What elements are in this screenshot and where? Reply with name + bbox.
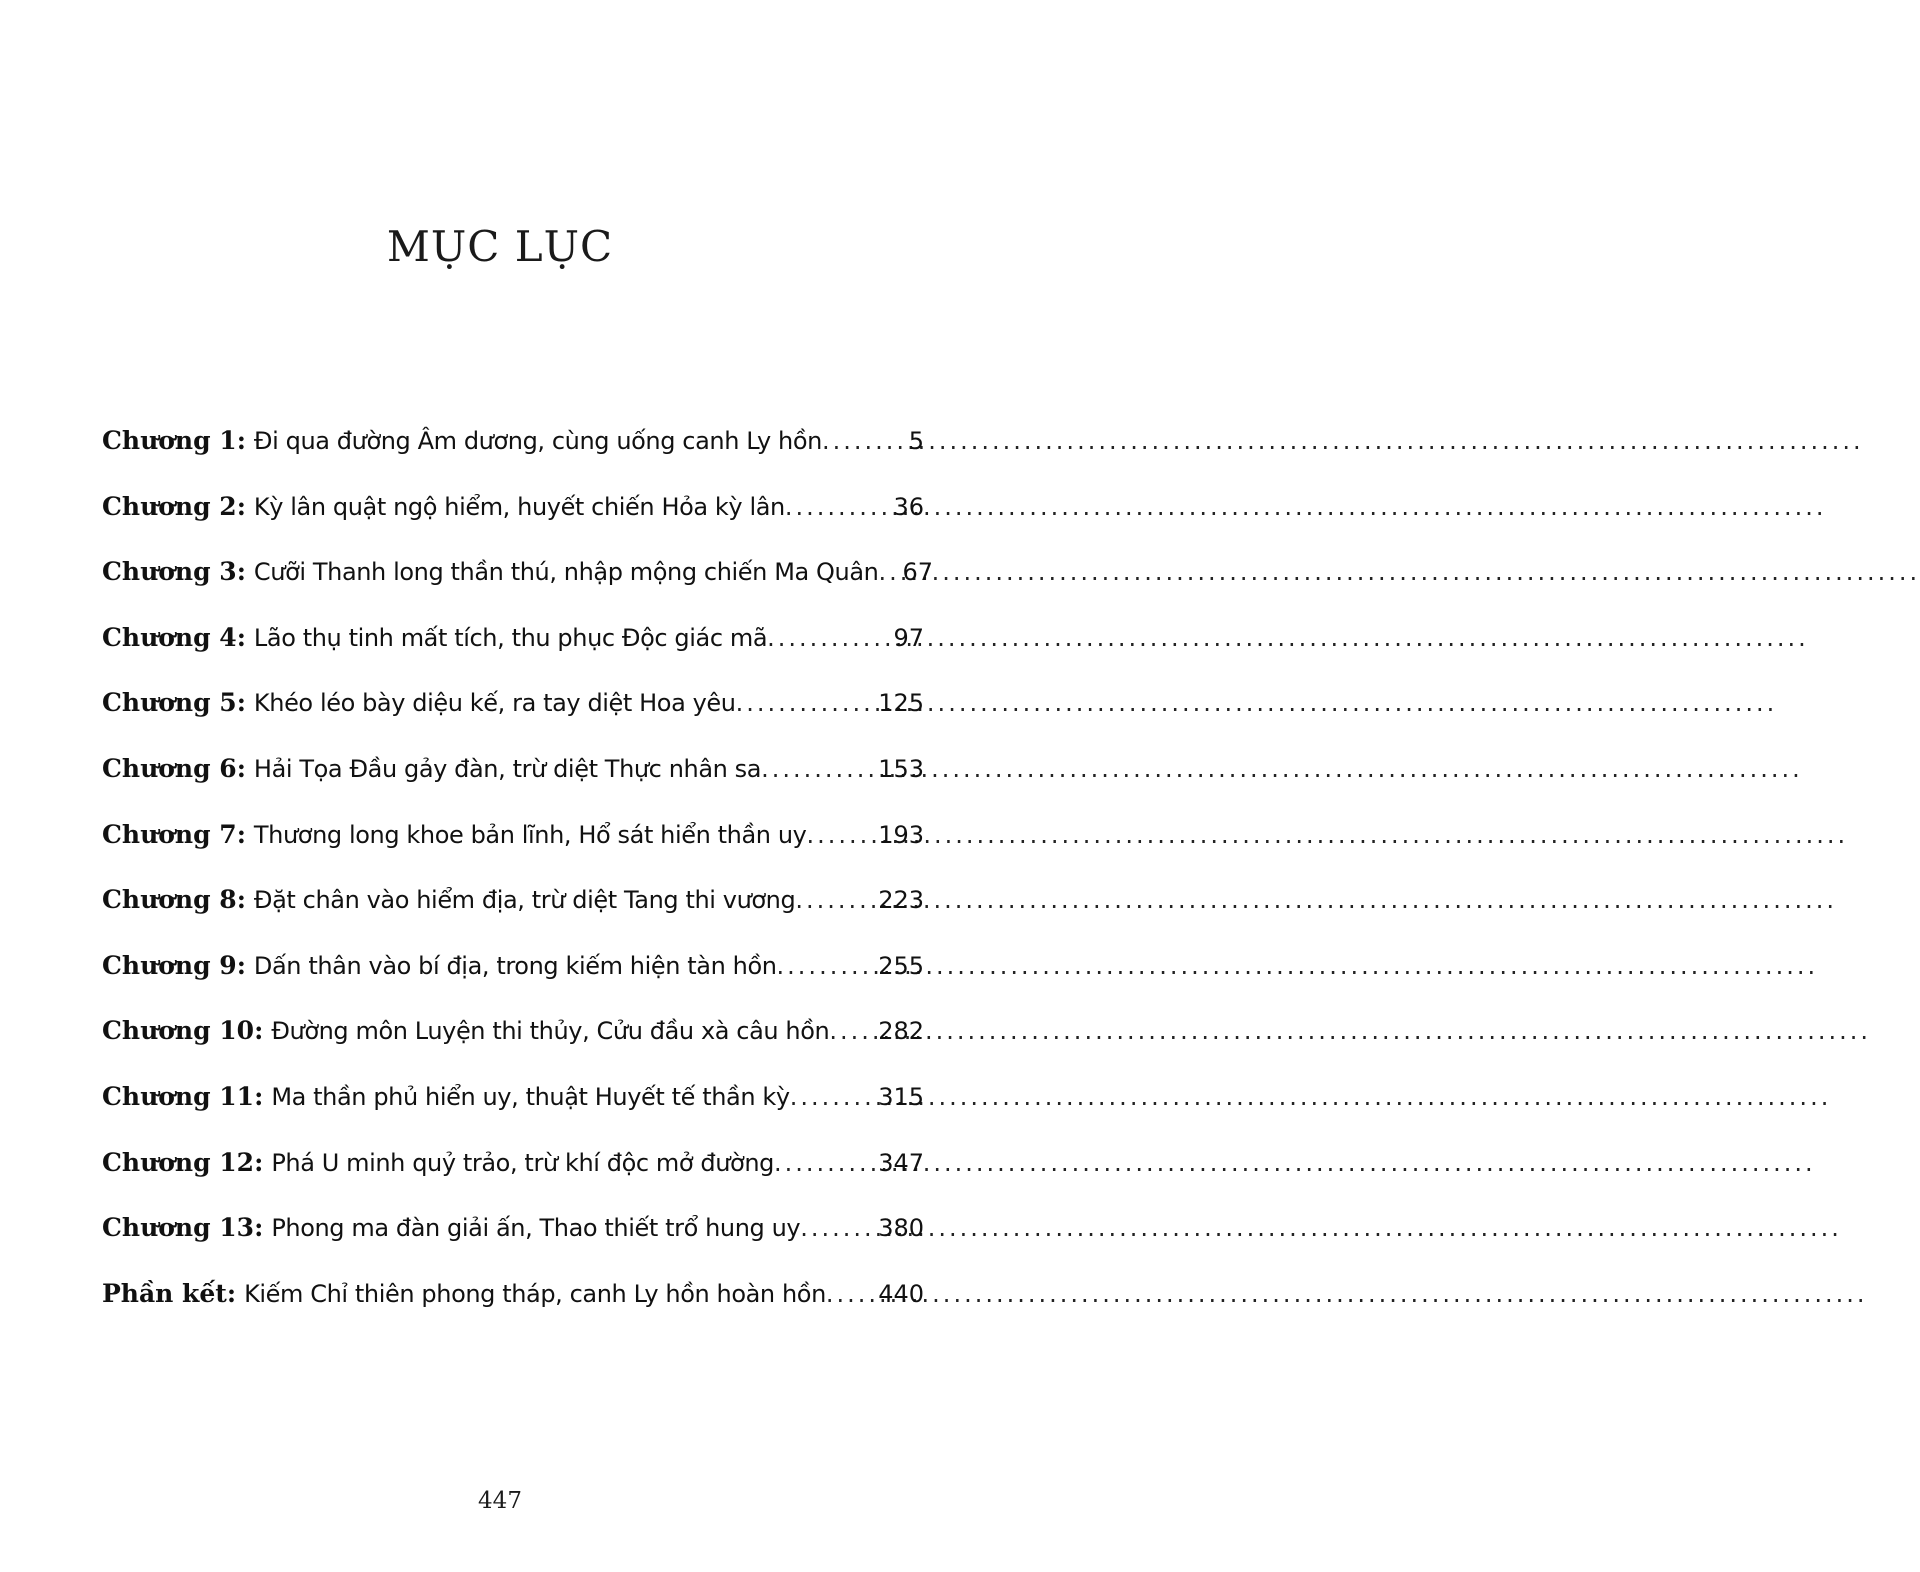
toc-entry-separator: : [236, 885, 246, 915]
toc-entry-title: Kiếm Chỉ thiên phong tháp, canh Ly hồn hoàn hồn [244, 1279, 826, 1308]
toc-entry[interactable] [102, 1138, 924, 1204]
toc-entry-page: 153 [878, 754, 924, 783]
toc-entry-label: Chương 4 [102, 622, 237, 652]
toc-entry-separator: : [226, 1278, 237, 1308]
toc-entry-label: Chương 2 [102, 491, 237, 521]
toc-entry[interactable] [102, 1072, 924, 1138]
toc-entry-label: Chương 10 [102, 1016, 255, 1046]
toc-entry[interactable] [102, 1006, 924, 1072]
toc-entry[interactable] [102, 941, 924, 1007]
toc-entry-separator: : [236, 950, 246, 980]
toc-entry-title: Đường môn Luyện thi thủy, Cửu đầu xà câu hồn [271, 1017, 830, 1046]
toc-entry-label: Chương 11 [102, 1081, 255, 1111]
toc-entry[interactable] [102, 1269, 924, 1335]
toc-dot-leader [878, 547, 898, 597]
toc-entry-page: 36 [893, 492, 924, 521]
toc-entry[interactable] [102, 678, 924, 744]
toc-entry[interactable] [102, 744, 924, 810]
toc-entry-page: 347 [878, 1148, 924, 1177]
toc-entry-page: 255 [878, 951, 924, 980]
toc-entry-separator: : [236, 688, 246, 718]
toc-dot-leader [800, 1203, 874, 1253]
toc-entry-separator: : [254, 1016, 264, 1046]
toc-entry-title: Hải Tọa Đầu gảy đàn, trừ diệt Thực nhân sa [253, 754, 762, 783]
table-of-contents [102, 416, 934, 1334]
toc-entry[interactable] [102, 482, 924, 548]
toc-entry-page: 125 [878, 689, 924, 718]
toc-entry-label: Chương 5 [102, 688, 237, 718]
page-title: MỤC LỤC [386, 222, 614, 271]
toc-entry-separator: : [236, 622, 246, 652]
toc-entry-label: Chương 3 [102, 557, 237, 587]
toc-dot-leader [777, 941, 875, 991]
toc-dot-leader [806, 810, 874, 860]
toc-entry-label: Chương 1 [102, 426, 237, 455]
toc-entry-title: Phá U minh quỷ trảo, trừ khí độc mở đường [271, 1148, 774, 1177]
toc-entry[interactable] [102, 547, 934, 613]
toc-entry-label: Chương 6 [102, 753, 237, 783]
toc-entry[interactable] [102, 1203, 924, 1269]
toc-entry-separator: : [236, 426, 246, 455]
toc-entry-page: 440 [878, 1279, 924, 1308]
toc-entry[interactable] [102, 416, 924, 482]
toc-entry-separator: : [254, 1147, 264, 1177]
toc-entry-title: Lão thụ tinh mất tích, thu phục Độc giác mã [253, 623, 768, 652]
toc-entry-separator: : [236, 557, 246, 587]
toc-entry-label: Chương 13 [102, 1213, 255, 1243]
toc-entry-title: Kỳ lân quật ngộ hiểm, huyết chiến Hỏa kỳ lân [253, 492, 785, 521]
page-number: 447 [478, 1488, 522, 1514]
toc-entry-label: Chương 9 [102, 950, 237, 980]
toc-entry-title: Ma thần phủ hiển uy, thuật Huyết tế thần kỳ [271, 1082, 790, 1111]
toc-entry[interactable] [102, 613, 924, 679]
toc-dot-leader [767, 613, 889, 663]
toc-dot-leader [736, 678, 875, 728]
toc-entry-separator: : [236, 491, 246, 521]
toc-entry-title: Dấn thân vào bí địa, trong kiếm hiện tàn hồn [253, 951, 777, 980]
toc-entry-title: Cưỡi Thanh long thần thú, nhập mộng chiến Ma Quân [253, 558, 879, 587]
toc-dot-leader [774, 1138, 874, 1188]
toc-entry-page: 5 [908, 427, 924, 455]
toc-entry-separator: : [254, 1081, 264, 1111]
toc-entry-title: Khéo léo bày diệu kế, ra tay diệt Hoa yêu [253, 689, 736, 718]
toc-entry-page: 223 [878, 886, 924, 915]
toc-entry[interactable] [102, 875, 924, 941]
toc-dot-leader [822, 416, 905, 466]
toc-entry-page: 315 [878, 1082, 924, 1111]
toc-entry-page: 380 [878, 1214, 924, 1243]
toc-entry-label: Chương 8 [102, 885, 237, 915]
toc-dot-leader [829, 1006, 874, 1056]
toc-dot-leader [785, 482, 890, 532]
toc-entry-page: 193 [878, 820, 924, 849]
toc-dot-leader [826, 1269, 874, 1319]
toc-entry-title: Đặt chân vào hiểm địa, trừ diệt Tang thi vương [253, 886, 796, 915]
toc-entry-page: 97 [893, 623, 924, 652]
toc-entry-label: Phần kết [102, 1278, 227, 1308]
toc-dot-leader [795, 875, 874, 925]
toc-dot-leader [790, 1072, 875, 1122]
toc-entry-title: Đi qua đường Âm dương, cùng uống canh Ly hồn [253, 427, 822, 455]
toc-entry-separator: : [236, 819, 246, 849]
toc-entry-label: Chương 7 [102, 819, 237, 849]
toc-entry[interactable] [102, 810, 924, 876]
toc-entry-page: 67 [902, 558, 934, 587]
toc-dot-leader [761, 744, 874, 794]
toc-entry-title: Phong ma đàn giải ấn, Thao thiết trổ hung uy [271, 1214, 801, 1243]
toc-entry-separator: : [254, 1213, 264, 1243]
toc-entry-page: 282 [878, 1017, 924, 1046]
toc-entry-title: Thương long khoe bản lĩnh, Hổ sát hiển thần uy [253, 820, 807, 849]
toc-entry-separator: : [236, 753, 246, 783]
toc-entry-label: Chương 12 [102, 1147, 255, 1177]
